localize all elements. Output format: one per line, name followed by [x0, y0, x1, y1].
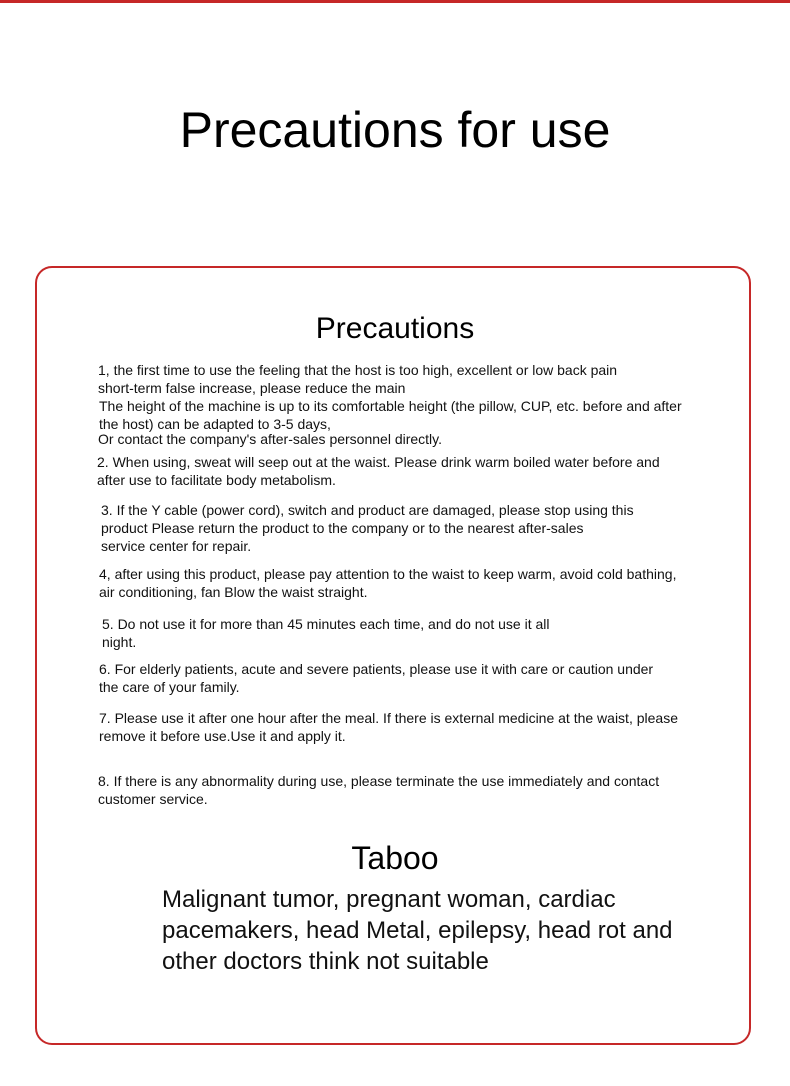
precaution-line: 8. If there is any abnormality during use, please terminate the use immediately and contact — [98, 773, 660, 789]
precaution-line: service center for repair. — [101, 538, 252, 554]
precaution-line: the care of your family. — [99, 679, 240, 695]
precautions-heading: Precautions — [315, 312, 475, 345]
top-accent-rule — [0, 0, 790, 3]
precaution-line: Or contact the company's after-sales personnel directly. — [98, 431, 443, 447]
precaution-line: the host) can be adapted to 3-5 days, — [99, 416, 331, 432]
page-title: Precautions for use — [179, 102, 611, 158]
precaution-line: after use to facilitate body metabolism. — [97, 472, 336, 488]
precaution-line: The height of the machine is up to its comfortable height (the pillow, CUP, etc. before and after — [99, 398, 682, 414]
precaution-line: 5. Do not use it for more than 45 minutes each time, and do not use it all — [102, 616, 550, 632]
precaution-line: 3. If the Y cable (power cord), switch and product are damaged, please stop using this — [101, 502, 634, 518]
precaution-line: air conditioning, fan Blow the waist straight. — [99, 584, 368, 600]
precaution-line: remove it before use.Use it and apply it. — [99, 728, 346, 744]
precaution-line: customer service. — [98, 791, 208, 807]
taboo-heading: Taboo — [351, 840, 439, 876]
precaution-line: night. — [102, 634, 137, 650]
precaution-line: 6. For elderly patients, acute and severe patients, please use it with care or caution under — [99, 661, 654, 677]
precaution-line: product Please return the product to the company or to the nearest after-sales — [101, 520, 584, 536]
taboo-line: pacemakers, head Metal, epilepsy, head rot and — [162, 917, 673, 944]
precaution-line: 4, after using this product, please pay attention to the waist to keep warm, avoid cold bathing, — [99, 566, 677, 582]
precaution-line: 1, the first time to use the feeling that the host is too high, excellent or low back pain — [98, 362, 618, 378]
precaution-line: 2. When using, sweat will seep out at the waist. Please drink warm boiled water before and — [97, 454, 660, 470]
precaution-line: short-term false increase, please reduce the main — [98, 380, 406, 396]
taboo-line: other doctors think not suitable — [162, 948, 489, 975]
precaution-line: 7. Please use it after one hour after the meal. If there is external medicine at the waist, please — [99, 710, 678, 726]
taboo-line: Malignant tumor, pregnant woman, cardiac — [162, 886, 616, 913]
